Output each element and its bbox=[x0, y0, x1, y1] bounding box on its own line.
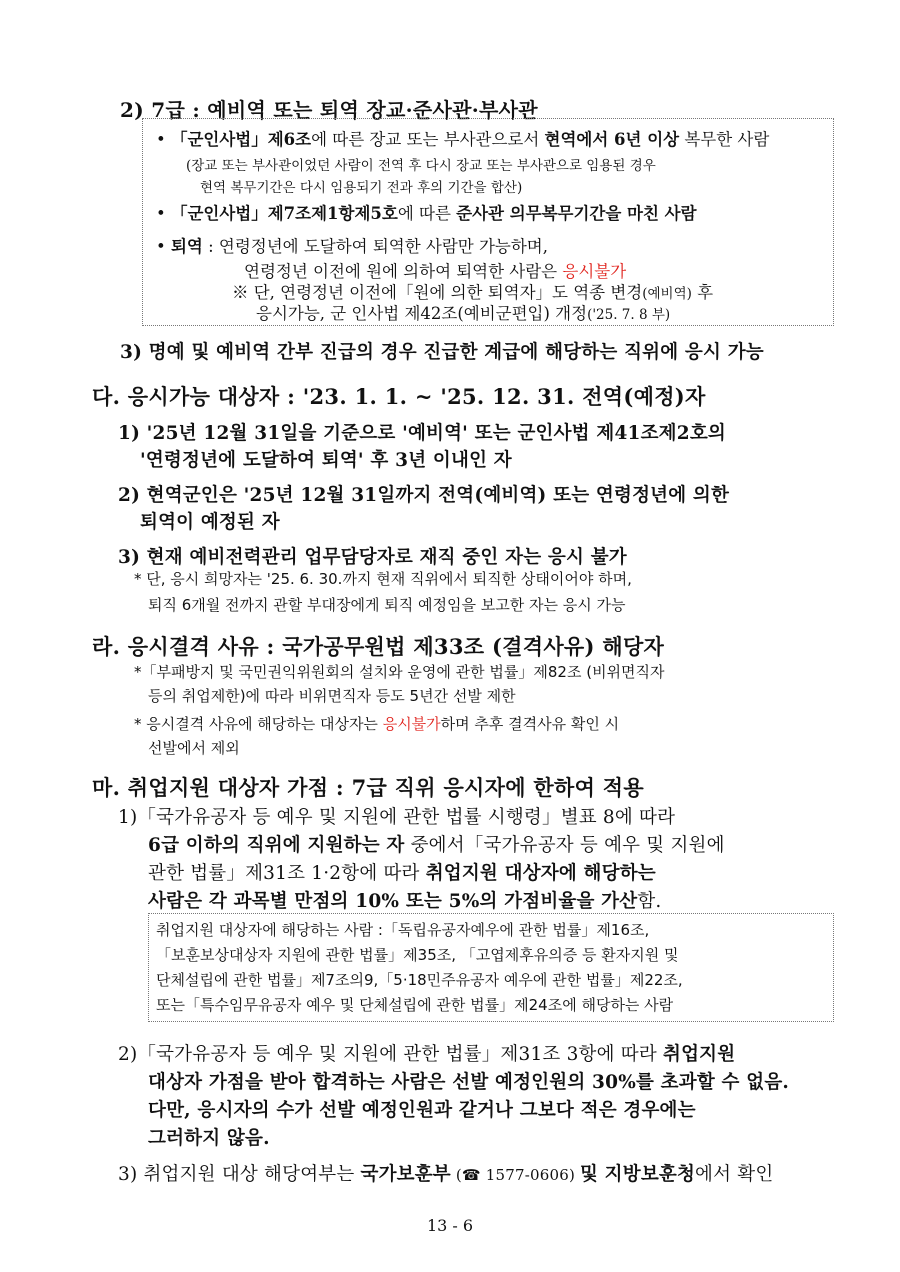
ma-item-2-line-2: 대상자 가점을 받아 합격하는 사람은 선발 예정인원의 30%를 초과할 수 없음. bbox=[148, 1072, 790, 1093]
bold-text: 국가보훈부 bbox=[360, 1164, 451, 1185]
da-item-1-line-2: '연령정년에 도달하여 퇴역' 후 3년 이내인 자 bbox=[140, 450, 512, 471]
bullet-text: 응시가능, 군 인사법 제42조(예비군편입) 개정 bbox=[256, 304, 588, 323]
da-item-2-line-1: 2) 현역군인은 '25년 12월 31일까지 전역(예비역) 또는 연령정년에 의한 bbox=[118, 485, 730, 506]
red-warning: 응시불가 bbox=[382, 715, 441, 733]
plain-text: 2)「국가유공자 등 예우 및 지원에 관한 법률」제31조 3항에 따라 bbox=[118, 1044, 663, 1065]
small-note: (예비역) bbox=[642, 286, 692, 302]
plain-text: 중에서「국가유공자 등 예우 및 지원에 bbox=[404, 835, 725, 856]
ma-item-1-line-4 bbox=[148, 887, 661, 913]
note-text: * 응시결격 사유에 해당하는 대상자는 bbox=[134, 715, 383, 733]
plain-text: 함. bbox=[637, 891, 662, 912]
box-line-2: 「보훈보상대상자 지원에 관한 법률」제35조, 「고엽제후유의증 등 환자지원 및 bbox=[156, 946, 679, 964]
bullet-bold: 준사관 의무복무기간을 마친 사람 bbox=[456, 204, 697, 223]
bullet-2 bbox=[156, 200, 697, 224]
ra-note-1-line-2: 등의 취업제한)에 따라 비위면직자 등도 5년간 선발 제한 bbox=[148, 687, 516, 705]
bullet-dot: • bbox=[156, 237, 171, 256]
bold-text: 취업지원 대상자에 해당하는 bbox=[425, 863, 656, 884]
ma-item-1-line-2 bbox=[148, 831, 725, 857]
red-warning: 응시불가 bbox=[562, 262, 627, 281]
plain-text: 에서 확인 bbox=[695, 1164, 774, 1185]
ma-item-2-line-3: 다만, 응시자의 수가 선발 예정인원과 같거나 그보다 적은 경우에는 bbox=[148, 1100, 696, 1121]
ra-note-2-line-1 bbox=[134, 713, 619, 734]
bullet-text: : 연령정년에 도달하여 퇴역한 사람만 가능하며, bbox=[202, 237, 548, 256]
box-line-1: 취업지원 대상자에 해당하는 사람 :「독립유공자예우에 관한 법률」제16조, bbox=[156, 921, 650, 939]
bullet-dot: • bbox=[156, 204, 171, 223]
bullet-text: 연령정년 이전에 원에 의하여 퇴역한 사람은 bbox=[244, 262, 563, 281]
section-ma-heading: 마. 취업지원 대상자 가점 : 7급 직위 응시자에 한하여 적용 bbox=[92, 775, 644, 800]
bullet-text: 복무한 사람 bbox=[679, 130, 770, 149]
ma-item-2-line-4: 그러하지 않음. bbox=[148, 1128, 270, 1149]
da-item-3-note-1: * 단, 응시 희망자는 '25. 6. 30.까지 현재 직위에서 퇴직한 상태이어야 하며, bbox=[134, 570, 632, 588]
section-ra-heading: 라. 응시결격 사유 : 국가공무원법 제33조 (결격사유) 해당자 bbox=[92, 634, 665, 659]
phone-number: (☎ 1577-0606) bbox=[450, 1166, 580, 1184]
bullet-dot: • bbox=[156, 130, 171, 149]
plain-text: 3) 취업지원 대상 해당여부는 bbox=[118, 1164, 361, 1185]
bold-text: 사람은 각 과목별 만점의 10% 또는 5%의 가점비율을 가산 bbox=[148, 891, 638, 912]
bullet-label: 퇴역 bbox=[170, 237, 203, 256]
law-ref: 「군인사법」제6조 bbox=[170, 130, 312, 149]
bullet-text: 에 따른 장교 또는 부사관으로서 bbox=[311, 130, 545, 149]
bullet-3-line-4 bbox=[256, 300, 670, 324]
box-line-4: 또는「특수임무유공자 예우 및 단체설립에 관한 법률」제24조에 해당하는 사람 bbox=[156, 996, 674, 1014]
bullet-text: ※ 단, 연령정년 이전에「원에 의한 퇴역자」도 역종 변경 bbox=[232, 283, 643, 302]
bullet-1 bbox=[156, 126, 769, 150]
section-3-text: 3) 명예 및 예비역 간부 진급의 경우 진급한 계급에 해당하는 직위에 응시 가능 bbox=[120, 342, 764, 363]
bullet-1-note-2: 현역 복무기간은 다시 임용되기 전과 후의 기간을 합산) bbox=[200, 180, 523, 196]
bullet-3 bbox=[156, 233, 548, 257]
bullet-text: 후 bbox=[691, 283, 714, 302]
ma-item-3 bbox=[118, 1160, 773, 1186]
bullet-text: 에 따른 bbox=[397, 204, 457, 223]
plain-text: 관한 법률」제31조 1·2항에 따라 bbox=[148, 863, 426, 884]
bullet-1-note-1: (장교 또는 부사관이었던 사람이 전역 후 다시 장교 또는 부사관으로 임용된 경우 bbox=[186, 158, 656, 174]
bold-text: 취업지원 bbox=[663, 1044, 736, 1065]
bullet-bold: 현역에서 6년 이상 bbox=[544, 130, 680, 149]
da-item-1-line-1: 1) '25년 12월 31일을 기준으로 '예비역' 또는 군인사법 제41조제2호의 bbox=[118, 423, 726, 444]
ma-item-2-line-1 bbox=[118, 1040, 735, 1066]
box-line-3: 단체설립에 관한 법률」제7조의9,「5·18민주유공자 예우에 관한 법률」제22조, bbox=[156, 971, 683, 989]
bold-text: 6급 이하의 직위에 지원하는 자 bbox=[148, 835, 405, 856]
section-2-heading: 2) 7급 : 예비역 또는 퇴역 장교·준사관·부사관 bbox=[120, 98, 538, 122]
section-da-heading: 다. 응시가능 대상자 : '23. 1. 1. ~ '25. 12. 31. 전역(예정)자 bbox=[92, 384, 706, 409]
small-note: ('25. 7. 8 부) bbox=[587, 307, 671, 323]
ma-item-1-line-1: 1)「국가유공자 등 예우 및 지원에 관한 법률 시행령」별표 8에 따라 bbox=[118, 807, 676, 828]
ra-note-1-line-1: *「부패방지 및 국민권익위원회의 설치와 운영에 관한 법률」제82조 (비위면직자 bbox=[134, 663, 665, 681]
note-text: 하며 추후 결격사유 확인 시 bbox=[440, 715, 620, 733]
law-ref: 「군인사법」제7조제1항제5호 bbox=[170, 204, 398, 223]
da-item-3-note-2: 퇴직 6개월 전까지 관할 부대장에게 퇴직 예정임을 보고한 자는 응시 가능 bbox=[148, 596, 626, 614]
ma-item-1-line-3 bbox=[148, 859, 656, 885]
ra-note-2-line-2: 선발에서 제외 bbox=[148, 739, 240, 757]
da-item-3: 3) 현재 예비전력관리 업무담당자로 재직 중인 자는 응시 불가 bbox=[118, 547, 627, 568]
da-item-2-line-2: 퇴역이 예정된 자 bbox=[140, 512, 280, 533]
bold-text: 및 지방보훈청 bbox=[579, 1164, 696, 1185]
page-number: 13 - 6 bbox=[426, 1216, 474, 1235]
